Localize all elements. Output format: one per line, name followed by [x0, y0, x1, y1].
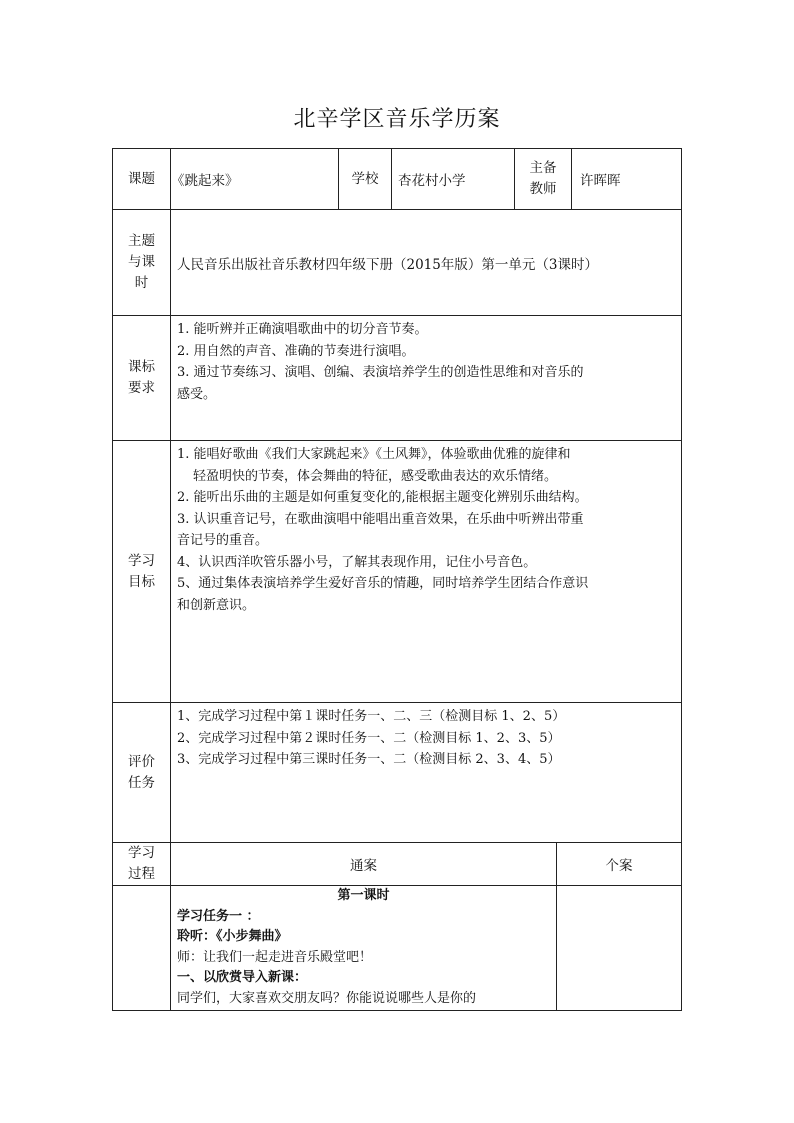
theme-value: 人民音乐出版社音乐教材四年级下册（2015年版）第一单元（3课时）: [171, 210, 682, 316]
individual-plan-header: 个案: [557, 843, 682, 886]
theme-row: [113, 210, 682, 316]
standards-item: 3. 通过节奏练习、演唱、创编、表演培养学生的创造性思维和对音乐的: [177, 365, 584, 380]
standards-item: 感受。: [177, 386, 217, 402]
process-label-line-2: 过程: [128, 866, 155, 882]
goal-item: 2. 能听出乐曲的主题是如何重复变化的,能根据主题变化辨别乐曲结构。: [177, 490, 588, 505]
standards-item: 2. 用自然的声音、准确的节奏进行演唱。: [177, 343, 415, 359]
goal-item: 轻盈明快的节奏，体会舞曲的特征，感受歌曲表达的欢乐情绪。: [193, 468, 558, 484]
goal-item: 和创新意识。: [177, 597, 256, 613]
teacher-label: [515, 149, 572, 210]
lesson-title: 第一课时: [337, 888, 390, 903]
process-header-row: [113, 843, 682, 886]
eval-row: [113, 703, 682, 843]
school-value: 杏花村小学: [392, 149, 515, 210]
theme-label-line-1: 主题: [128, 233, 155, 249]
teacher-label-line-2: 教师: [529, 181, 557, 197]
goal-item: 1. 能唱好歌曲《我们大家跳起来》《土风舞》，体验歌曲优雅的旋律和: [177, 447, 571, 462]
goals-row: [113, 441, 682, 703]
question-line: 同学们，大家喜欢交朋友吗？你能说说哪些人是你的: [177, 990, 477, 1006]
header-row: [113, 149, 682, 210]
document-title: 北辛学区音乐学历案: [293, 107, 501, 132]
goal-item: 4、认识西洋吹管乐器小号，了解其表现作用，记住小号音色。: [177, 554, 537, 570]
eval-item: 1、完成学习过程中第１课时任务一、二、三（检测目标 1、2、5）: [177, 709, 566, 724]
eval-item: 3、完成学习过程中第三课时任务一、二（检测目标 2、3、4、5）: [177, 752, 561, 767]
eval-item: 2、完成学习过程中第２课时任务一、二（检测目标 1、2、3、5）: [177, 730, 561, 746]
school-label: 学校: [339, 149, 392, 210]
task-heading: 学习任务一 ：: [177, 908, 260, 924]
standards-item: 1. 能听辨并正确演唱歌曲中的切分音节奏。: [177, 322, 428, 337]
theme-label-line-2: 与课: [128, 254, 155, 270]
standards-label-line-1: 课标: [128, 359, 155, 375]
goal-item: 3. 认识重音记号，在歌曲演唱中能唱出重音效果，在乐曲中听辨出带重: [177, 511, 584, 527]
goal-item: 音记号的重音。: [177, 533, 269, 548]
section-heading: 一、以欣赏导入新课：: [177, 970, 308, 985]
goal-item: 5、通过集体表演培养学生爱好音乐的情趣，同时培养学生团结合作意识: [177, 576, 589, 591]
goals-label: [113, 441, 171, 703]
individual-plan-content: [557, 886, 682, 1011]
eval-content: [171, 703, 682, 843]
theme-label-line-3: 时: [134, 275, 149, 291]
process-label-line-1: 学习: [128, 845, 155, 861]
theme-label: [113, 210, 171, 316]
common-plan-content: [171, 886, 557, 1011]
listen-heading: 聆听：《小步舞曲》: [177, 929, 288, 944]
process-label: [113, 843, 171, 886]
standards-row: [113, 316, 682, 441]
process-body-row: [113, 886, 682, 1011]
process-empty-cell: [113, 886, 171, 1011]
standards-content: [171, 316, 682, 441]
goals-content: [171, 441, 682, 703]
eval-label: [113, 703, 171, 843]
teacher-value: 许晖晖: [572, 149, 682, 210]
eval-label-line-2: 任务: [128, 774, 155, 791]
goals-label-line-1: 学习: [128, 552, 155, 569]
teacher-label-line-1: 主备: [529, 160, 557, 176]
standards-label: [113, 316, 171, 441]
common-plan-header: 通案: [171, 843, 557, 886]
eval-label-line-1: 评价: [128, 753, 155, 770]
topic-label: 课题: [113, 149, 171, 210]
standards-label-line-2: 要求: [128, 380, 155, 396]
goals-label-line-2: 目标: [128, 573, 155, 590]
teacher-line: 师：让我们一起走进音乐殿堂吧！: [177, 949, 373, 965]
topic-value: 《跳起来》: [171, 149, 339, 210]
lesson-plan-table: [112, 148, 682, 1011]
